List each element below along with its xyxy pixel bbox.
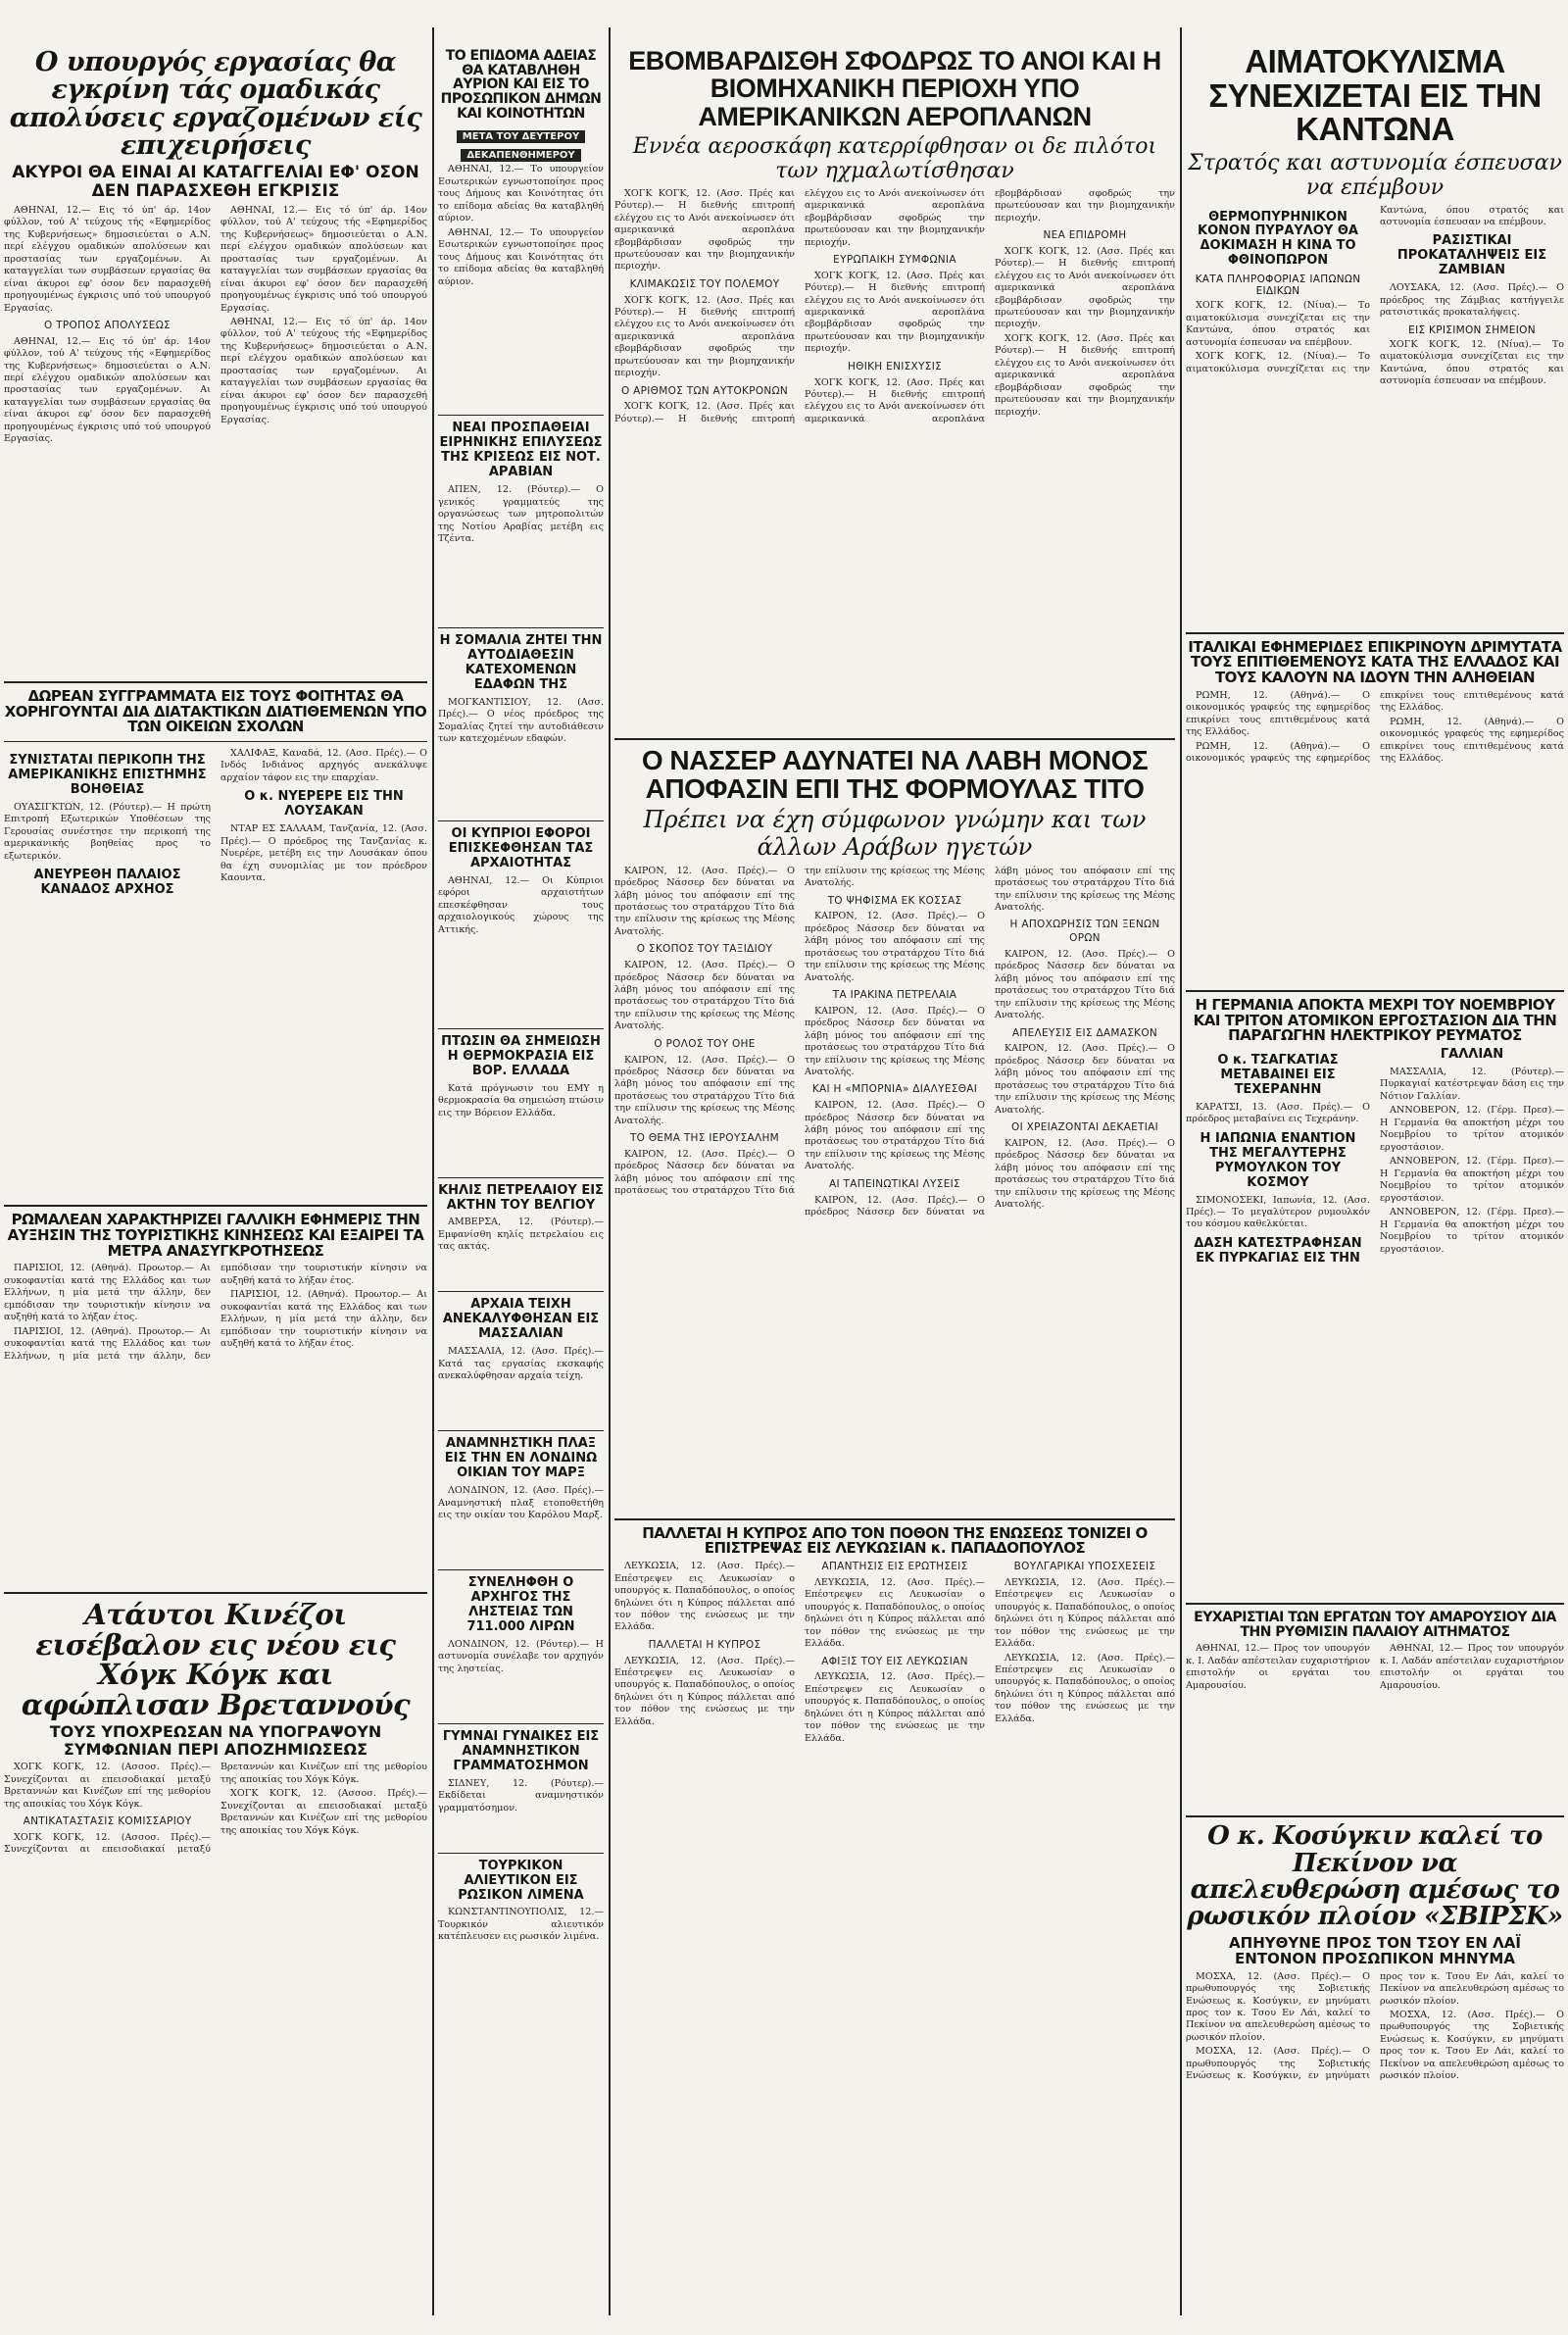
divider — [614, 1518, 1175, 1520]
article-canton-body: ΧΟΓΚ ΚΟΓΚ, 12. (Νίυα).— Το αιματοκύλισμα συνεχίζεται εις την Καντώνα, όπου στρατός και αστυνομία έσπευσαν να επέμβουν. — [1186, 300, 1370, 348]
section-head: ΤΟ ΘΕΜΑ ΤΗΣ ΙΕΡΟΥΣΑΛΗΜ — [629, 1132, 780, 1145]
deck-nasser: Πρέπει να έχη σύμφωνον γνώμην και των άλλων Αράβων ηγετών — [643, 806, 1147, 861]
section-head: ΝΕΑ ΕΠΙΔΡΟΜΗ — [1043, 229, 1127, 242]
section-head: ΚΑΙ Η «ΜΠΟΡΝΙΑ» ΔΙΑΛΥΕΣΘΑΙ — [811, 1083, 978, 1096]
article-marx-body: ΛΟΝΔΙΝΟΝ, 12. (Ασσ. Πρές).— Αναμνηστική πλαξ ετοποθετήθη εις την οικίαν του Καρόλου Μαρξ. — [438, 1485, 604, 1520]
headline-france-fires: ΔΑΣΗ ΚΑΤΕΣΤΡΑΦΗΣΑΝ ΕΚ ΠΥΡΚΑΓΙΑΣ ΕΙΣ ΤΗΝ ΓΑΛΛΙΑΝ — [1194, 1048, 1504, 1266]
article-kosygin-body: ΜΟΣΧΑ, 12. (Ασσ. Πρές).— Ο πρωθυπουργός της Σοβιετικής Ενώσεως κ. Κοσύγκιν, εν μηνύματι προς τον κ. Τσου Εν Λάι, καλεί το Πεκίνον να απελευθερώση αμέσως το ρωσικόν πλοίον. ΜΟΣΧΑ, 12. (Ασσ. Πρές).— Ο πρωθυπουργός της Σοβιετικής Ενώσεως κ. Κοσύγκιν, εν μηνύματι προς τον κ. Τσου Εν Λάι, καλεί το Πεκίνον να απελευθερώση αμέσως το ρωσικόν πλοίον. ΜΟΣΧΑ, 12. (Ασσ. Πρές).— Ο πρωθυπουργός της Σοβιετικής Ενώσεως κ. Κοσύγκιν, εν μηνύματι προς τον κ. Τσου Εν Λάι, καλεί το Πεκίνον να απελευθερώση αμέσως το ρωσικόν πλοίον. — [1186, 1970, 1564, 2082]
section-head: ΚΛΙΜΑΚΩΣΙΣ ΤΟΥ ΠΟΛΕΜΟΥ — [629, 277, 780, 290]
article-fires-body: ΜΑΣΣΑΛΙΑ, 12. (Ρόυτερ).— Πυρκαγιαί κατέστρεψαν δάση εις την Νότιον Γαλλίαν. — [1380, 1066, 1564, 1102]
headline-us-aid: ΣΥΝΙΣΤΑΤΑΙ ΠΕΡΙΚΟΠΗ ΤΗΣ ΑΜΕΡΙΚΑΝΙΚΗΣ ΕΠΙΣΤΗΜΗΣ ΒΟΗΘΕΙΑΣ — [8, 753, 207, 797]
canton-section: ΘΕΡΜΟΠΥΡΗΝΙΚΟΝ ΚΟΝΟΝ ΠΥΡΑΥΛΟΥ ΘΑ ΔΟΚΙΜΑΣΗ Η ΚΙΝΑ ΤΟ ΦΘΙΝΟΠΩΡΟΝ ΚΑΤΑ ΠΛΗΡΟΦΟΡΙΑΣ ΙΑΠΩΝΩΝ ΕΙΔΙΚΩΝ ΧΟΓΚ ΚΟΓΚ, 12. (Νίυα).— Το αιματοκύλισμα συνεχίζεται εις την Καντώνα, όπου στρατός και αστυνομία έσπευσαν να επέμβουν. ΧΟΓΚ ΚΟΓΚ, 12. (Νίυα).— Το αιματοκύλισμα συνεχίζεται εις την Καντώνα, όπου στρατός και αστυνομία έσπευσαν να επέμβουν. ΡΑΣΙΣΤΙΚΑΙ ΠΡΟΚΑΤΑΛΗΨΕΙΣ ΕΙΣ ΖΑΜΒΙΑΝ ΛΟΥΣΑΚΑ, 12. (Ασσ. Πρές).— Ο πρόεδρος της Ζάμβιας κατήγγειλε ρατσιστικάς προκαταλήψεις. ΕΙΣ ΚΡΙΣΙΜΟΝ ΣΗΜΕΙΟΝ ΧΟΓΚ ΚΟΓΚ, 12. (Νίυα).— Το αιματοκύλισμα συνεχίζεται εις την Καντώνα, όπου στρατός και αστυνομία έσπευσαν να επέμβουν. — [1186, 204, 1564, 387]
article-fishing-body: ΚΩΝΣΤΑΝΤΙΝΟΥΠΟΛΙΣ, 12.— Τουρκικόν αλιευτικόν κατέπλευσεν εις ρωσικόν λιμένα. — [438, 1907, 604, 1943]
headline-ancient-walls: ΑΡΧΑΙΑ ΤΕΙΧΗ ΑΝΕΚΑΛΥΦΘΗΣΑΝ ΕΙΣ ΜΑΣΣΑΛΙΑΝ — [442, 1297, 600, 1342]
section-head: Ο ΑΡΙΘΜΟΣ ΤΩΝ ΑΥΤΟΚΡΟΝΩΝ — [620, 384, 789, 397]
headline-textbooks: ΔΩΡΕΑΝ ΣΥΓΓΡΑΜΜΑΤΑ ΕΙΣ ΤΟΥΣ ΦΟΙΤΗΤΑΣ ΘΑ ΧΟΡΗΓΟΥΝΤΑΙ ΔΙΑ ΔΙΑΤΑΚΤΙΚΩΝ ΔΙΑΤΙΘΕΜΕΝΩΝ ΥΠΟ ΤΩΝ ΟΙΚΕΙΩΝ ΣΧΟΛΩΝ — [4, 686, 427, 736]
article-robbery-body: ΛΟΝΔΙΝΟΝ, 12. (Ρόυτερ).— Η αστυνομία συνέλαβε τον αρχηγόν της ληστείας. — [438, 1638, 604, 1674]
section-head: ΟΙ ΧΡΕΙΑΖΟΝΤΑΙ ΔΕΚΑΕΤΙΑΙ — [1011, 1121, 1158, 1134]
article-hanoi-body: ΧΟΓΚ ΚΟΓΚ, 12. (Ασσ. Πρές και Ρόυτερ).— Η διεθνής επιτροπή ελέγχου εις το Ανόι ανεκοίνωσεν ότι αμερικανικά αεροπλάνα εβομβάρδισαν σφοδρώς την πρωτεύουσαν και την βιομηχανικήν περιοχήν. ΚΛΙΜΑΚΩΣΙΣ ΤΟΥ ΠΟΛΕΜΟΥ ΧΟΓΚ ΚΟΓΚ, 12. (Ασσ. Πρές και Ρόυτερ).— Η διεθνής επιτροπή ελέγχου εις το Ανόι ανεκοίνωσεν ότι αμερικανικά αεροπλάνα εβομβάρδισαν σφοδρώς την πρωτεύουσαν και την βιομηχανικήν περιοχήν. Ο ΑΡΙΘΜΟΣ ΤΩΝ ΑΥΤΟΚΡΟΝΩΝ ΧΟΓΚ ΚΟΓΚ, 12. (Ασσ. Πρές και Ρόυτερ).— Η διεθνής επιτροπή ελέγχου εις το Ανόι ανεκοίνωσεν ότι αμερικανικά αεροπλάνα εβομβάρδισαν σφοδρώς την πρωτεύουσαν και την βιομηχανικήν περιοχήν. ΕΥΡΩΠΑΙΚΗ ΣΥΜΦΩΝΙΑ ΧΟΓΚ ΚΟΓΚ, 12. (Ασσ. Πρές και Ρόυτερ).— Η διεθνής επιτροπή ελέγχου εις το Ανόι ανεκοίνωσεν ότι αμερικανικά αεροπλάνα εβομβάρδισαν σφοδρώς την πρωτεύουσαν και την βιομηχανικήν περιοχήν. ΗΘΙΚΗ ΕΝΙΣΧΥΣΙΣ ΧΟΓΚ ΚΟΓΚ, 12. (Ασσ. Πρές και Ρόυτερ).— Η διεθνής επιτροπή ελέγχου εις το Ανόι ανεκοίνωσεν ότι αμερικανικά αεροπλάνα εβομβάρδισαν σφοδρώς την πρωτεύουσαν και την βιομηχανικήν περιοχήν. ΝΕΑ ΕΠΙΔΡΟΜΗ ΧΟΓΚ ΚΟΓΚ, 12. (Ασσ. Πρές και Ρόυτερ).— Η διεθνής επιτροπή ελέγχου εις το Ανόι ανεκοίνωσεν ότι αμερικανικά αεροπλάνα εβομβάρδισαν σφοδρώς την πρωτεύουσαν και την βιομηχανικήν περιοχήν. ΧΟΓΚ ΚΟΓΚ, 12. (Ασσ. Πρές και Ρόυτερ).— Η διεθνής επιτροπή ελέγχου εις το Ανόι ανεκοίνωσεν ότι αμερικανικά αεροπλάνα εβομβάρδισαν σφοδρώς την πρωτεύουσαν και την βιομηχανικήν περιοχήν. — [614, 187, 1175, 424]
headline-marx-plaque: ΑΝΑΜΝΗΣΤΙΚΗ ΠΛΑΞ ΕΙΣ ΤΗΝ ΕΝ ΛΟΝΔΙΝΩ ΟΙΚΙΑΝ ΤΟΥ ΜΑΡΞ — [444, 1436, 598, 1481]
headline-labor-ministry: Ο υπουργός εργασίας θα εγκρίνη τάς ομαδικάς απολύσεις εργαζομένων είς επιχειρήσεις — [9, 47, 422, 162]
section-head: ΑΠΕΛΕΥΣΙΣ ΕΙΣ ΔΑΜΑΣΚΟΝ — [1011, 1026, 1158, 1039]
article-tourism-body: ΠΑΡΙΣΙΟΙ, 12. (Αθηνά). Προωτορ.— Αι συκοφαντίαι κατά της Ελλάδος και των Ελλήνων, η μία μετά την άλλην, δεν εμπόδισαν την τουριστικήν κίνησιν να αυξηθή κατά το λήξαν έτος. ΠΑΡΙΣΙΟΙ, 12. (Αθηνά). Προωτορ.— Αι συκοφαντίαι κατά της Ελλάδος και των Ελλήνων, η μία μετά την άλλην, δεν εμπόδισαν την τουριστικήν κίνησιν να αυξηθή κατά το λήξαν έτος. ΠΑΡΙΣΙΟΙ, 12. (Αθηνά). Προωτορ.— Αι συκοφαντίαι κατά της Ελλάδος και των Ελλήνων, η μία μετά την άλλην, δεν εμπόδισαν την τουριστικήν κίνησιν να αυξηθή κατά το λήξαν έτος. — [4, 1263, 427, 1362]
article-germany-body: ΑΝΝΟΒΕΡΟΝ, 12. (Γέρμ. Πρεσ).— Η Γερμανία θα αποκτήση μέχρι του Νοεμβρίου το τρίτον ατομικόν εργοστάσιον. — [1380, 1105, 1564, 1153]
column-3 — [611, 0, 1179, 2335]
section-head: ΤΑ ΙΡΑΚΙΝΑ ΠΕΤΡΕΛΑΙΑ — [832, 988, 957, 1001]
headline-hanoi-bombing: ΕΒΟΜΒΑΡΔΙΣΘΗ ΣΦΟΔΡΩΣ ΤΟ ΑΝΟΙ ΚΑΙ Η ΒΙΟΜΗΧΑΝΙΚΗ ΠΕΡΙΟΧΗ ΥΠΟ ΑΜΕΡΙΚΑΝΙΚΩΝ ΑΕΡΟΠΛΑΝΩΝ — [628, 46, 1161, 131]
article-walls-body: ΜΑΣΣΑΛΙΑ, 12. (Ασσ. Πρές).— Κατά τας εργασίας εκσκαφής ανεκαλύφθησαν αρχαία τείχη. — [438, 1346, 604, 1382]
section-head: Η ΑΠΟΧΩΡΗΣΙΣ ΤΩΝ ΞΕΝΩΝ ΟΡΩΝ — [1009, 919, 1160, 945]
column-2 — [434, 0, 608, 2335]
divider — [614, 738, 1175, 740]
section-head: Ο ΣΚΟΠΟΣ ΤΟΥ ΤΑΞΙΔΙΟΥ — [636, 943, 773, 956]
divider — [1186, 1603, 1564, 1605]
subheadline-labor: ΑΚΥΡΟΙ ΘΑ ΕΙΝΑΙ ΑΙ ΚΑΤΑΓΓΕΛΙΑΙ ΕΦ' ΟΣΟΝ ΔΕΝ ΠΑΡΑΣΧΕΘΗ ΕΓΚΡΙΣΙΣ — [12, 163, 419, 202]
headline-robbery: ΣΥΝΕΛΗΦΘΗ Ο ΑΡΧΗΓΟΣ ΤΗΣ ΛΗΣΤΕΙΑΣ ΤΩΝ 711.000 ΛΙΡΩΝ — [466, 1575, 575, 1634]
headline-stamp: ΓΥΜΝΑΙ ΓΥΝΑΙΚΕΣ ΕΙΣ ΑΝΑΜΝΗΣΤΙΚΟΝ ΓΡΑΜΜΑΤΟΣΗΜΟΝ — [442, 1728, 600, 1773]
article-somalia-body: ΜΟΓΚΑΝΤΙΣΙΟΥ, 12. (Ασσ. Πρές).— Ο νέος πρόεδρος της Σομαλίας ζητεί την αυτοδιάθεσιν των κατεχομένων εδαφών. — [438, 696, 604, 745]
headline-japan-tug: Η ΙΑΠΩΝΙΑ ΕΝΑΝΤΙΟΝ ΤΗΣ ΜΕΓΑΛΥΤΕΡΗΣ ΡΥΜΟΥΛΚΟΝ ΤΟΥ ΚΟΣΜΟΥ — [1200, 1130, 1356, 1190]
headline-italian-press: ΙΤΑΛΙΚΑΙ ΕΦΗΜΕΡΙΔΕΣ ΕΠΙΚΡΙΝΟΥΝ ΔΡΙΜΥΤΑΤΑ ΤΟΥΣ ΕΠΙΤΙΘΕΜΕΝΟΥΣ ΚΑΤΑ ΤΗΣ ΕΛΛΑΔΟΣ ΚΑΙ ΤΟΥΣ ΚΑΛΟΥΝ ΝΑ ΙΔΟΥΝ ΤΗΝ ΑΛΗΘΕΙΑΝ — [1188, 637, 1562, 687]
section-head: ΑΦΙΞΙΣ ΤΟΥ ΕΙΣ ΛΕΥΚΩΣΙΑΝ — [821, 1655, 968, 1667]
divider — [1186, 1815, 1564, 1817]
section-head: ΑΙ ΤΑΠΕΙΝΩΤΙΚΑΙ ΛΥΣΕΙΣ — [829, 1177, 960, 1190]
article-nyerere-body: ΝΤΑΡ ΕΣ ΣΑΛΑΑΜ, Τανζανία, 12. (Ασσ. Πρές).— Ο πρόεδρος της Τανζανίας κ. Νυερέρε, μετέβη εις την Λουσάκαν όπου θα έχη συνομιλίας με τον πρόεδρον Καουντα. — [220, 823, 427, 884]
section-head: ΗΘΙΚΗ ΕΝΙΣΧΥΣΙΣ — [847, 360, 943, 373]
subheadline-hongkong: ΤΟΥΣ ΥΠΟΧΡΕΩΣΑΝ ΝΑ ΥΠΟΓΡΑΨΟΥΝ ΣΥΜΦΩΝΙΑΝ ΠΕΡΙ ΑΠΟΖΗΜΙΩΣΕΩΣ — [49, 1722, 382, 1759]
article-stamp-body: ΣΙΔΝΕΥ, 12. (Ρόυτερ).— Εκδίδεται αναμνηστικόν γραμματόσημον. — [438, 1777, 604, 1813]
article-hongkong-body: ΧΟΓΚ ΚΟΓΚ, 12. (Ασσοσ. Πρές).— Συνεχίζονται αι επεισοδιακαί μεταξύ Βρεταννών και Κινέζων επί της μεθορίου της αποικίας του Χόγκ Κόγκ. ΑΝΤΙΚΑΤΑΣΤΑΣΙΣ ΚΟΜΙΣΣΑΡΙΟΥ ΧΟΓΚ ΚΟΓΚ, 12. (Ασσοσ. Πρές).— Συνεχίζονται αι επεισοδιακαί μεταξύ Βρεταννών και Κινέζων επί της μεθορίου της αποικίας του Χόγκ Κόγκ. ΧΟΓΚ ΚΟΓΚ, 12. (Ασσοσ. Πρές).— Συνεχίζονται αι επεισοδιακαί μεταξύ Βρεταννών και Κινέζων επί της μεθορίου της αποικίας του Χόγκ Κόγκ. — [4, 1762, 427, 1856]
article-zambia-body: ΛΟΥΣΑΚΑ, 12. (Ασσ. Πρές).— Ο πρόεδρος της Ζάμβιας κατήγγειλε ρατσιστικάς προκαταλήψεις. — [1380, 282, 1564, 319]
article-arabia-body: ΑΠΕΝ, 12. (Ρόυτερ).— Ο γενικός γραμματεύς της οργανώσεως των μητροπολιτών της Νοτίου Αραβίας μετέβη εις Τζέντα. — [438, 484, 604, 545]
article-tehran-body: ΚΑΡΑΤΣΙ, 13. (Ασσ. Πρές).— Ο πρόεδρος μεταβαίνει εις Τεχεράνην. — [1186, 1101, 1370, 1125]
headline-canada: ΑΝΕΥΡΕΘΗ ΠΑΛΑΙΟΣ ΚΑΝΑΔΟΣ ΑΡΧΗΟΣ — [33, 868, 181, 898]
divider — [4, 681, 427, 683]
section-head: ΒΟΥΛΓΑΡΙΚΑΙ ΥΠΟΣΧΕΣΕΙΣ — [1013, 1561, 1156, 1573]
section-head: ΠΑΛΛΕΤΑΙ Η ΚΥΠΡΟΣ — [648, 1638, 761, 1651]
divider — [1186, 632, 1564, 634]
deck-hanoi: Εννέα αεροσκάφη κατερρίφθησαν οι δε πιλότοι των ηχμαλωτίσθησαν — [632, 134, 1157, 184]
section-head: Ο ΡΟΛΟΣ ΤΟΥ ΟΗΕ — [654, 1037, 756, 1050]
divider — [4, 1592, 427, 1594]
article-leave-body: ΑΘΗΝΑΙ, 12.— Το υπουργείον Εσωτερικών εγνωστοποίησε προς τους Δήμους και Κοινότητας ότι το επίδομα αδείας θα καταβληθή αύριον. ΑΘΗΝΑΙ, 12.— Το υπουργείον Εσωτερικών εγνωστοποίησε προς τους Δήμους και Κοινότητας ότι το επίδομα αδείας θα καταβληθή αύριον. — [438, 164, 604, 287]
column-1 — [0, 0, 431, 2335]
article-canada-body: ΧΑΛΙΦΑΞ, Καναδά, 12. (Ασσ. Πρές).— Ο Ινδός Ινδιάνος αρχηγός ανεκάλυψε αρχαίον τάφον εις την επαρχίαν. — [220, 748, 427, 783]
meta-label: ΔΕΚΑΠΕΝΘΗΜΕΡΟΥ — [461, 149, 580, 162]
article-italian-body: ΡΩΜΗ, 12. (Αθηνά).— Ο οικονομικός γραφεύς της εφημερίδος επικρίνει τους επιτιθεμένους κατά της Ελλάδος. ΡΩΜΗ, 12. (Αθηνά).— Ο οικονομικός γραφεύς της εφημερίδος επικρίνει τους επιτιθεμένους κατά της Ελλάδος. ΡΩΜΗ, 12. (Αθηνά).— Ο οικονομικός γραφεύς της εφημερίδος επικρίνει τους επιτιθεμένους κατά της Ελλάδος. — [1186, 689, 1564, 765]
headline-kosygin: Ο κ. Κοσύγκιν καλεί το Πεκίνον να απελευθερώση αμέσως το ρωσικόν πλοίον «ΣΒΙΡΣΚ» — [1187, 1821, 1563, 1932]
headline-tehran: Ο κ. ΤΣΑΓΚΑΤΙΑΣ ΜΕΤΑΒΑΙΝΕΙ ΕΙΣ ΤΕΧΕΡΑΝΗΝ — [1217, 1053, 1339, 1097]
headline-oil-slick: ΚΗΛΙΣ ΠΕΤΡΕΛΑΙΟΥ ΕΙΣ ΑΚΤΗΝ ΤΟΥ ΒΕΛΓΙΟΥ — [438, 1182, 604, 1213]
divider — [4, 741, 427, 742]
article-oil-body: ΑΜΒΕΡΣΑ, 12. (Ρόυτερ).— Εμφανίσθη κηλίς πετρελαίου εις τας ακτάς. — [438, 1217, 604, 1253]
divider — [1186, 990, 1564, 992]
germany-section: Ο κ. ΤΣΑΓΚΑΤΙΑΣ ΜΕΤΑΒΑΙΝΕΙ ΕΙΣ ΤΕΧΕΡΑΝΗΝ ΚΑΡΑΤΣΙ, 13. (Ασσ. Πρές).— Ο πρόεδρος μεταβαίνει εις Τεχεράνην. Η ΙΑΠΩΝΙΑ ΕΝΑΝΤΙΟΝ ΤΗΣ ΜΕΓΑΛΥΤΕΡΗΣ ΡΥΜΟΥΛΚΟΝ ΤΟΥ ΚΟΣΜΟΥ ΣΙΜΟΝΟΣΕΚΙ, Ιαπωνία, 12. (Ασσ. Πρές).— Το μεγαλύτερον ρυμουλκόν του κόσμου καθελκύεται. ΔΑΣΗ ΚΑΤΕΣΤΡΑΦΗΣΑΝ ΕΚ ΠΥΡΚΑΓΙΑΣ ΕΙΣ ΤΗΝ ΓΑΛΛΙΑΝ ΜΑΣΣΑΛΙΑ, 12. (Ρόυτερ).— Πυρκαγιαί κατέστρεψαν δάση εις την Νότιον Γαλλίαν. ΑΝΝΟΒΕΡΟΝ, 12. (Γέρμ. Πρεσ).— Η Γερμανία θα αποκτήση μέχρι του Νοεμβρίου το τρίτον ατομικόν εργοστάσιον. ΑΝΝΟΒΕΡΟΝ, 12. (Γέρμ. Πρεσ).— Η Γερμανία θα αποκτήση μέχρι του Νοεμβρίου το τρίτον ατομικόν εργοστάσιον. ΑΝΝΟΒΕΡΟΝ, 12. (Γέρμ. Πρεσ).— Η Γερμανία θα αποκτήση μέχρι του Νοεμβρίου το τρίτον ατομικόν εργοστάσιον. — [1186, 1048, 1564, 1266]
headline-canton: ΑΙΜΑΤΟΚΥΛΙΣΜΑ ΣΥΝΕΧΙΖΕΤΑΙ ΕΙΣ ΤΗΝ ΚΑΝΤΩΝΑ — [1208, 43, 1542, 148]
headline-arabia: ΝΕΑΙ ΠΡΟΣΠΑΘΕΙΑΙ ΕΙΡΗΝΙΚΗΣ ΕΠΙΛΥΣΕΩΣ ΤΗΣ ΚΡΙΣΕΩΣ ΕΙΣ ΝΟΤ. ΑΡΑΒΙΑΝ — [439, 421, 603, 480]
article-tug-body: ΣΙΜΟΝΟΣΕΚΙ, Ιαπωνία, 12. (Ασσ. Πρές).— Το μεγαλύτερον ρυμουλκόν του κόσμου καθελκύεται. — [1186, 1194, 1370, 1230]
section-head: ΕΥΡΩΠΑΙΚΗ ΣΥΜΦΩΝΙΑ — [833, 253, 956, 266]
article-cyprus-body: ΛΕΥΚΩΣΙΑ, 12. (Ασσ. Πρές).— Επέστρεψεν εις Λευκωσίαν ο υπουργός κ. Παπαδόπουλος, ο οποίος δηλώνει ότι η Κύπρος πάλλεται από τον πόθον της ενώσεως με την Ελλάδα. ΠΑΛΛΕΤΑΙ Η ΚΥΠΡΟΣ ΛΕΥΚΩΣΙΑ, 12. (Ασσ. Πρές).— Επέστρεψεν εις Λευκωσίαν ο υπουργός κ. Παπαδόπουλος, ο οποίος δηλώνει ότι η Κύπρος πάλλεται από τον πόθον της ενώσεως με την Ελλάδα. ΑΠΑΝΤΗΣΙΣ ΕΙΣ ΕΡΩΤΗΣΕΙΣ ΛΕΥΚΩΣΙΑ, 12. (Ασσ. Πρές).— Επέστρεψεν εις Λευκωσίαν ο υπουργός κ. Παπαδόπουλος, ο οποίος δηλώνει ότι η Κύπρος πάλλεται από τον πόθον της ενώσεως με την Ελλάδα. ΑΦΙΞΙΣ ΤΟΥ ΕΙΣ ΛΕΥΚΩΣΙΑΝ ΛΕΥΚΩΣΙΑ, 12. (Ασσ. Πρές).— Επέστρεψεν εις Λευκωσίαν ο υπουργός κ. Παπαδόπουλος, ο οποίος δηλώνει ότι η Κύπρος πάλλεται από τον πόθον της ενώσεως με την Ελλάδα. ΒΟΥΛΓΑΡΙΚΑΙ ΥΠΟΣΧΕΣΕΙΣ ΛΕΥΚΩΣΙΑ, 12. (Ασσ. Πρές).— Επέστρεψεν εις Λευκωσίαν ο υπουργός κ. Παπαδόπουλος, ο οποίος δηλώνει ότι η Κύπρος πάλλεται από τον πόθον της ενώσεως με την Ελλάδα. ΛΕΥΚΩΣΙΑ, 12. (Ασσ. Πρές).— Επέστρεψεν εις Λευκωσίαν ο υπουργός κ. Παπαδόπουλος, ο οποίος δηλώνει ότι η Κύπρος πάλλεται από τον πόθον της ενώσεως με την Ελλάδα. — [614, 1561, 1175, 1744]
headline-leave-allowance: ΤΟ ΕΠΙΔΟΜΑ ΑΔΕΙΑΣ ΘΑ ΚΑΤΑΒΛΗΘΗ ΑΥΡΙΟΝ ΚΑΙ ΕΙΣ ΤΟ ΠΡΟΣΩΠΙΚΟΝ ΔΗΜΩΝ ΚΑΙ ΚΟΙΝΟΤΗΤΩΝ — [440, 48, 602, 122]
article-ephors-body: ΑΘΗΝΑΙ, 12.— Οι Κύπριοι εφόροι αρχαιοτήτων επεσκέφθησαν τους αρχαιολογικούς χώρους της Αττικής. — [438, 874, 604, 935]
headline-cyprus: ΠΑΛΛΕΤΑΙ Η ΚΥΠΡΟΣ ΑΠΟ ΤΟΝ ΠΟΘΟΝ ΤΗΣ ΕΝΩΣΕΩΣ ΤΟΝΙΖΕΙ Ο ΕΠΙΣΤΡΕΨΑΣ ΕΙΣ ΛΕΥΚΩΣΙΑΝ κ. ΠΑΠΑΔΟΠΟΥΛΟΣ — [642, 1523, 1148, 1558]
headline-cypriot-ephors: ΟΙ ΚΥΠΡΙΟΙ ΕΦΟΡΟΙ ΕΠΙΣΚΕΦΘΗΣΑΝ ΤΑΣ ΑΡΧΑΙΟΤΗΤΑΣ — [448, 825, 594, 870]
column-4 — [1182, 0, 1568, 2335]
subheadline-japanese: ΚΑΤΑ ΠΛΗΡΟΦΟΡΙΑΣ ΙΑΠΩΝΩΝ ΕΙΔΙΚΩΝ — [1195, 273, 1361, 298]
headline-marousi-workers: ΕΥΧΑΡΙΣΤΙΑΙ ΤΩΝ ΕΡΓΑΤΩΝ ΤΟΥ ΑΜΑΡΟΥΣΙΟΥ ΔΙΑ ΤΗΝ ΡΥΘΜΙΣΙΝ ΠΑΛΑΙΟΥ ΑΙΤΗΜΑΤΟΣ — [1194, 1610, 1556, 1640]
headline-zambia: ΡΑΣΙΣΤΙΚΑΙ ΠΡΟΚΑΤΑΛΗΨΕΙΣ ΕΙΣ ΖΑΜΒΙΑΝ — [1396, 233, 1547, 278]
meta-label: ΜΕΤΑ ΤΟΥ ΔΕΥΤΕΡΟΥ — [457, 130, 585, 143]
section-head: ΑΝΤΙΚΑΤΑΣΤΑΣΙΣ ΚΟΜΙΣΣΑΡΙΟΥ — [23, 1815, 192, 1828]
divider — [4, 1205, 427, 1207]
headline-nyerere: Ο κ. ΝΥΕΡΕΡΕ ΕΙΣ ΤΗΝ ΛΟΥΣΑΚΑΝ — [244, 789, 404, 820]
headline-thermonuclear: ΘΕΡΜΟΠΥΡΗΝΙΚΟΝ ΚΟΝΟΝ ΠΥΡΑΥΛΟΥ ΘΑ ΔΟΚΙΜΑΣΗ Η ΚΙΝΑ ΤΟ ΦΘΙΝΟΠΩΡΟΝ — [1198, 209, 1358, 269]
headline-hongkong: Ατάυτοι Κινέζοι εισέβαλον εις νέου εις Χόγκ Κόγκ και αφώπλισαν Βρεταννούς — [21, 1598, 411, 1721]
section-head: ΤΟ ΨΗΦΙΣΜΑ ΕΚ ΚΟΣΣΑΣ — [827, 894, 962, 907]
headline-nasser: Ο ΝΑΣΣΕΡ ΑΔΥΝΑΤΕΙ ΝΑ ΛΑΒΗ ΜΟΝΟΣ ΑΠΟΦΑΣΙΝ ΕΠΙ ΤΗΣ ΦΟΡΜΟΥΛΑΣ ΤΙΤΟ — [641, 744, 1149, 805]
section-head: Ο ΤΡΟΠΟΣ ΑΠΟΛΥΣΕΩΣ — [43, 319, 171, 331]
headline-turkish-fishing: ΤΟΥΡΚΙΚΟΝ ΑΛΙΕΥΤΙΚΟΝ ΕΙΣ ΡΩΣΙΚΟΝ ΛΙΜΕΝΑ — [458, 1858, 584, 1903]
headline-somalia: Η ΣΟΜΑΛΙΑ ΖΗΤΕΙ ΤΗΝ ΑΥΤΟΔΙΑΘΕΣΙΝ ΚΑΤΕΧΟΜΕΝΩΝ ΕΔΑΦΩΝ ΤΗΣ — [439, 633, 603, 692]
textbooks-section — [4, 748, 427, 1199]
section-head: ΑΠΑΝΤΗΣΙΣ ΕΙΣ ΕΡΩΤΗΣΕΙΣ — [821, 1561, 968, 1573]
headline-temperature: ΠΤΩΣΙΝ ΘΑ ΣΗΜΕΙΩΣΗ Η ΘΕΡΜΟΚΡΑΣΙΑ ΕΙΣ ΒΟΡ. ΕΛΛΑΔΑ — [441, 1033, 601, 1078]
article-temperature-body: Κατά πρόγνωσιν του ΕΜΥ η θερμοκρασία θα σημειώση πτώσιν εις την Βόρειον Ελλάδα. — [438, 1082, 604, 1118]
headline-tourism: ΡΩΜΑΛΕΑΝ ΧΑΡΑΚΤΗΡΙΖΕΙ ΓΑΛΛΙΚΗ ΕΦΗΜΕΡΙΣ ΤΗΝ ΑΥΞΗΣΙΝ ΤΗΣ ΤΟΥΡΙΣΤΙΚΗΣ ΚΙΝΗΣΕΩΣ ΚΑΙ ΕΞΑΙΡΕΙ ΤΑ ΜΕΤΡΑ ΑΝΑΣΥΓΚΡΟΤΗΣΕΩΣ — [7, 1211, 424, 1260]
article-marousi-body: ΑΘΗΝΑΙ, 12.— Προς τον υπουργόν κ. Ι. Λαδάν απέστειλαν ευχαριστήριον επιστολήν οι εργάται του Αμαρουσίου. ΑΘΗΝΑΙ, 12.— Προς τον υπουργόν κ. Ι. Λαδάν απέστειλαν ευχαριστήριον επιστολήν οι εργάται του Αμαρουσίου. — [1186, 1643, 1564, 1691]
article-nasser-body: ΚΑΙΡΟΝ, 12. (Ασσ. Πρές).— Ο πρόεδρος Νάσσερ δεν δύναται να λάβη μόνος του απόφασιν επί της προτάσεως του στρατάρχου Τίτο διά την επίλυσιν της κρίσεως της Μέσης Ανατολής. Ο ΣΚΟΠΟΣ ΤΟΥ ΤΑΞΙΔΙΟΥ ΚΑΙΡΟΝ, 12. (Ασσ. Πρές).— Ο πρόεδρος Νάσσερ δεν δύναται να λάβη μόνος του απόφασιν επί της προτάσεως του στρατάρχου Τίτο διά την επίλυσιν της κρίσεως της Μέσης Ανατολής. Ο ΡΟΛΟΣ ΤΟΥ ΟΗΕ ΚΑΙΡΟΝ, 12. (Ασσ. Πρές).— Ο πρόεδρος Νάσσερ δεν δύναται να λάβη μόνος του απόφασιν επί της προτάσεως του στρατάρχου Τίτο διά την επίλυσιν της κρίσεως της Μέσης Ανατολής. ΤΟ ΘΕΜΑ ΤΗΣ ΙΕΡΟΥΣΑΛΗΜ ΚΑΙΡΟΝ, 12. (Ασσ. Πρές).— Ο πρόεδρος Νάσσερ δεν δύναται να λάβη μόνος του απόφασιν επί της προτάσεως του στρατάρχου Τίτο διά την επίλυσιν της κρίσεως της Μέσης Ανατολής. ΤΟ ΨΗΦΙΣΜΑ ΕΚ ΚΟΣΣΑΣ ΚΑΙΡΟΝ, 12. (Ασσ. Πρές).— Ο πρόεδρος Νάσσερ δεν δύναται να λάβη μόνος του απόφασιν επί της προτάσεως του στρατάρχου Τίτο διά την επίλυσιν της κρίσεως της Μέσης Ανατολής. ΤΑ ΙΡΑΚΙΝΑ ΠΕΤΡΕΛΑΙΑ ΚΑΙΡΟΝ, 12. (Ασσ. Πρές).— Ο πρόεδρος Νάσσερ δεν δύναται να λάβη μόνος του απόφασιν επί της προτάσεως του στρατάρχου Τίτο διά την επίλυσιν της κρίσεως της Μέσης Ανατολής. ΚΑΙ Η «ΜΠΟΡΝΙΑ» ΔΙΑΛΥΕΣΘΑΙ ΚΑΙΡΟΝ, 12. (Ασσ. Πρές).— Ο πρόεδρος Νάσσερ δεν δύναται να λάβη μόνος του απόφασιν επί της προτάσεως του στρατάρχου Τίτο διά την επίλυσιν της κρίσεως της Μέσης Ανατολής. ΑΙ ΤΑΠΕΙΝΩΤΙΚΑΙ ΛΥΣΕΙΣ ΚΑΙΡΟΝ, 12. (Ασσ. Πρές).— Ο πρόεδρος Νάσσερ δεν δύναται να λάβη μόνος του απόφασιν επί της προτάσεως του στρατάρχου Τίτο διά την επίλυσιν της κρίσεως της Μέσης Ανατολής. Η ΑΠΟΧΩΡΗΣΙΣ ΤΩΝ ΞΕΝΩΝ ΟΡΩΝ ΚΑΙΡΟΝ, 12. (Ασσ. Πρές).— Ο πρόεδρος Νάσσερ δεν δύναται να λάβη μόνος του απόφασιν επί της προτάσεως του στρατάρχου Τίτο διά την επίλυσιν της κρίσεως της Μέσης Ανατολής. ΑΠΕΛΕΥΣΙΣ ΕΙΣ ΔΑΜΑΣΚΟΝ ΚΑΙΡΟΝ, 12. (Ασσ. Πρές).— Ο πρόεδρος Νάσσερ δεν δύναται να λάβη μόνος του απόφασιν επί της προτάσεως του στρατάρχου Τίτο διά την επίλυσιν της κρίσεως της Μέσης Ανατολής. ΟΙ ΧΡΕΙΑΖΟΝΤΑΙ ΔΕΚΑΕΤΙΑΙ ΚΑΙΡΟΝ, 12. (Ασσ. Πρές).— Ο πρόεδρος Νάσσερ δεν δύναται να λάβη μόνος του απόφασιν επί της προτάσεως του στρατάρχου Τίτο διά την επίλυσιν της κρίσεως της Μέσης Ανατολής. — [614, 865, 1175, 1217]
section-head: ΕΙΣ ΚΡΙΣΙΜΟΝ ΣΗΜΕΙΟΝ — [1408, 323, 1536, 336]
article-us-aid-body: ΟΥΑΣΙΓΚΤΩΝ, 12. (Ρόυτερ).— Η πρώτη Επιτροπή Εξωτερικών Υποθέσεων της Γερουσίας συνέστησε την περικοπή της αμερικανικής βοηθείας προς το εξωτερικόν. — [4, 801, 211, 862]
deck-canton: Στρατός και αστυνομία έσπευσαν να επέμβουν — [1188, 150, 1562, 201]
article-labor-body: ΑΘΗΝΑΙ, 12.— Εις τό ύπ' άρ. 14ον φύλλον, τού Α' τεύχους τής «Εφημερίδος της Κυβερνήσεως» δημοσιεύεται ο Α.Ν. περί ελέγχου ομαδικών απολύσεων και προστασίας των εργαζομένων. Αι καταγγελίαι των συμβάσεων εργασίας θα είναι άκυροι εφ' όσον δεν παρασχεθή προηγουμένως έγκρισις υπό τού υπουργού Εργασίας. Ο ΤΡΟΠΟΣ ΑΠΟΛΥΣΕΩΣ ΑΘΗΝΑΙ, 12.— Εις τό ύπ' άρ. 14ον φύλλον, τού Α' τεύχους τής «Εφημερίδος της Κυβερνήσεως» δημοσιεύεται ο Α.Ν. περί ελέγχου ομαδικών απολύσεων και προστασίας των εργαζομένων. Αι καταγγελίαι των συμβάσεων εργασίας θα είναι άκυροι εφ' όσον δεν παρασχεθή προηγουμένως έγκρισις υπό τού υπουργού Εργασίας. ΑΘΗΝΑΙ, 12.— Εις τό ύπ' άρ. 14ον φύλλον, τού Α' τεύχους τής «Εφημερίδος της Κυβερνήσεως» δημοσιεύεται ο Α.Ν. περί ελέγχου ομαδικών απολύσεων και προστασίας των εργαζομένων. Αι καταγγελίαι των συμβάσεων εργασίας θα είναι άκυροι εφ' όσον δεν παρασχεθή προηγουμένως έγκρισις υπό τού υπουργού Εργασίας. ΑΘΗΝΑΙ, 12.— Εις τό ύπ' άρ. 14ον φύλλον, τού Α' τεύχους τής «Εφημερίδος της Κυβερνήσεως» δημοσιεύεται ο Α.Ν. περί ελέγχου ομαδικών απολύσεων και προστασίας των εργαζομένων. Αι καταγγελίαι των συμβάσεων εργασίας θα είναι άκυροι εφ' όσον δεν παρασχεθή προηγουμένως έγκρισις υπό τού υπουργού Εργασίας. — [4, 204, 427, 445]
subheadline-kosygin: ΑΠΗΥΘΥΝΕ ΠΡΟΣ ΤΟΝ ΤΣΟΥ ΕΝ ΛΑΪ ΕΝΤΟΝΟΝ ΠΡΟΣΩΠΙΚΟΝ ΜΗΝΥΜΑ — [1229, 1933, 1521, 1968]
headline-germany-atomic: Η ΓΕΡΜΑΝΙΑ ΑΠΟΚΤΑ ΜΕΧΡΙ ΤΟΥ ΝΟΕΜΒΡΙΟΥ ΚΑΙ ΤΡΙΤΟΝ ΑΤΟΜΙΚΟΝ ΕΡΓΟΣΤΑΣΙΟΝ ΔΙΑ ΤΗΝ ΠΑΡΑΓΩΓΗΝ ΗΛΕΚΤΡΙΚΟΥ ΡΕΥΜΑΤΟΣ — [1193, 995, 1557, 1045]
